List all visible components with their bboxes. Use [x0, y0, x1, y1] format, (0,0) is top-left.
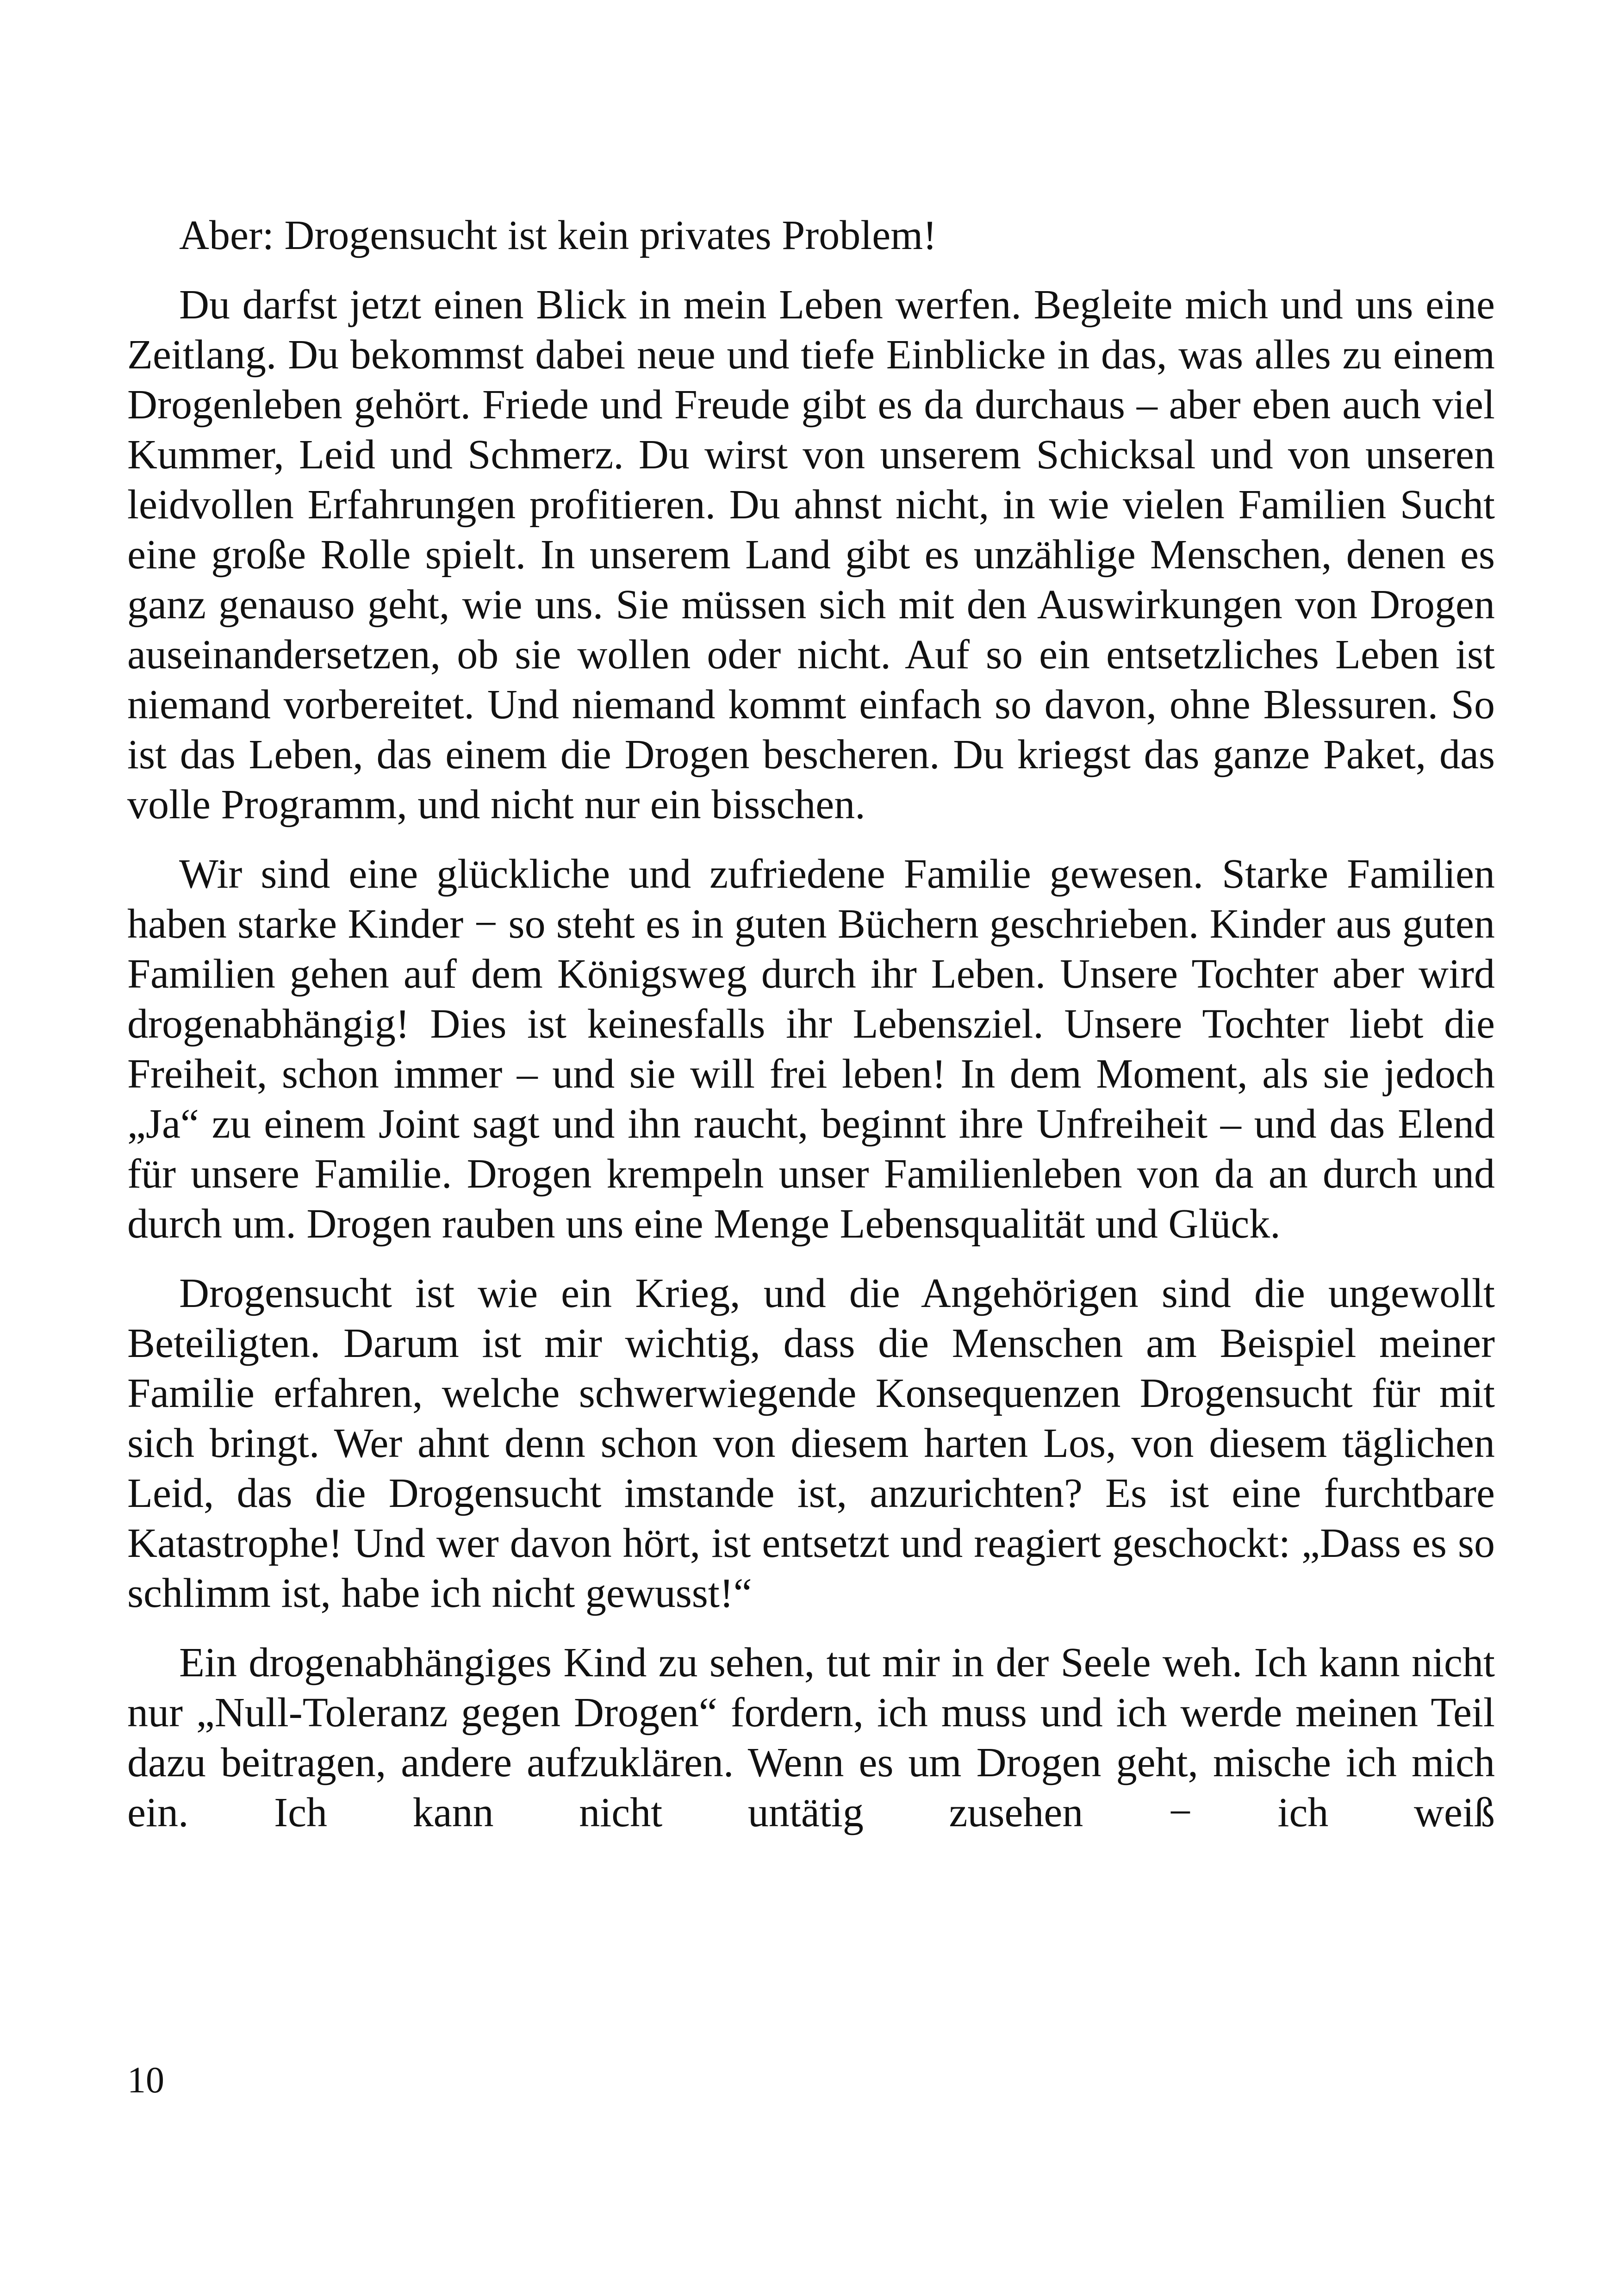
paragraph-1: Aber: Drogensucht ist kein privates Problem! [179, 212, 937, 258]
paragraph-5: Ein drogenabhängiges Kind zu sehen, tut mir in der Seele weh. Ich kann nicht nur „Null-Toleranz gegen Drogen“ fordern, ich muss und ich werde meinen Teil dazu beitragen, andere aufzuklären. Wenn es um Drogen geht, mische ich mich ein. Ich kann nicht untätig zusehen − ich weiß [127, 1640, 1495, 1836]
body-text [127, 211, 1495, 1838]
paragraph-4: Drogensucht ist wie ein Krieg, und die Angehörigen sind die ungewollt Beteiligten. Darum ist mir wichtig, dass die Menschen am Beispiel meiner Familie erfahren, welche schwerwiegende Konsequenzen Drogensucht für mit sich bringt. Wer ahnt denn schon von diesem harten Los, von diesem täglichen Leid, das die Drogensucht imstande ist, anzurichten? Es ist eine furchtbare Katastrophe! Und wer davon hört, ist entsetzt und reagiert geschockt: „Dass es so schlimm ist, habe ich nicht gewusst!“ [127, 1270, 1495, 1616]
paragraph-2: Du darfst jetzt einen Blick in mein Leben werfen. Begleite mich und uns eine Zeitlang. Du bekommst dabei neue und tiefe Einblicke in das, was alles zu einem Drogenleben gehört. Friede und Freude gibt es da durchaus – aber eben auch viel Kummer, Leid und Schmerz. Du wirst von unserem Schicksal und von unseren leidvollen Erfahrungen profitieren. Du ahnst nicht, in wie vielen Familien Sucht eine große Rolle spielt. In unserem Land gibt es unzählige Menschen, denen es ganz genauso geht, wie uns. Sie müssen sich mit den Auswirkungen von Drogen auseinandersetzen, ob sie wollen oder nicht. Auf so ein entsetzliches Leben ist niemand vorbereitet. Und niemand kommt einfach so davon, ohne Blessuren. So ist das Leben, das einem die Drogen bescheren. Du kriegst das ganze Paket, das volle Programm, und nicht nur ein bisschen. [127, 282, 1495, 828]
page-number: 10 [127, 2060, 164, 2101]
paragraph-3: Wir sind eine glückliche und zufriedene Familie gewesen. Starke Familien haben starke Kinder − so steht es in guten Büchern geschrieben. Kinder aus guten Familien gehen auf dem Königsweg durch ihr Leben. Unsere Tochter aber wird drogenabhängig! Dies ist keinesfalls ihr Lebensziel. Unsere Tochter liebt die Freiheit, schon immer – und sie will frei leben! In dem Moment, als sie jedoch „Ja“ zu einem Joint sagt und ihn raucht, beginnt ihre Unfreiheit – und das Elend für unsere Familie. Drogen krempeln unser Familienleben von da an durch und durch um. Drogen rauben uns eine Menge Lebensqualität und Glück. [127, 851, 1495, 1247]
